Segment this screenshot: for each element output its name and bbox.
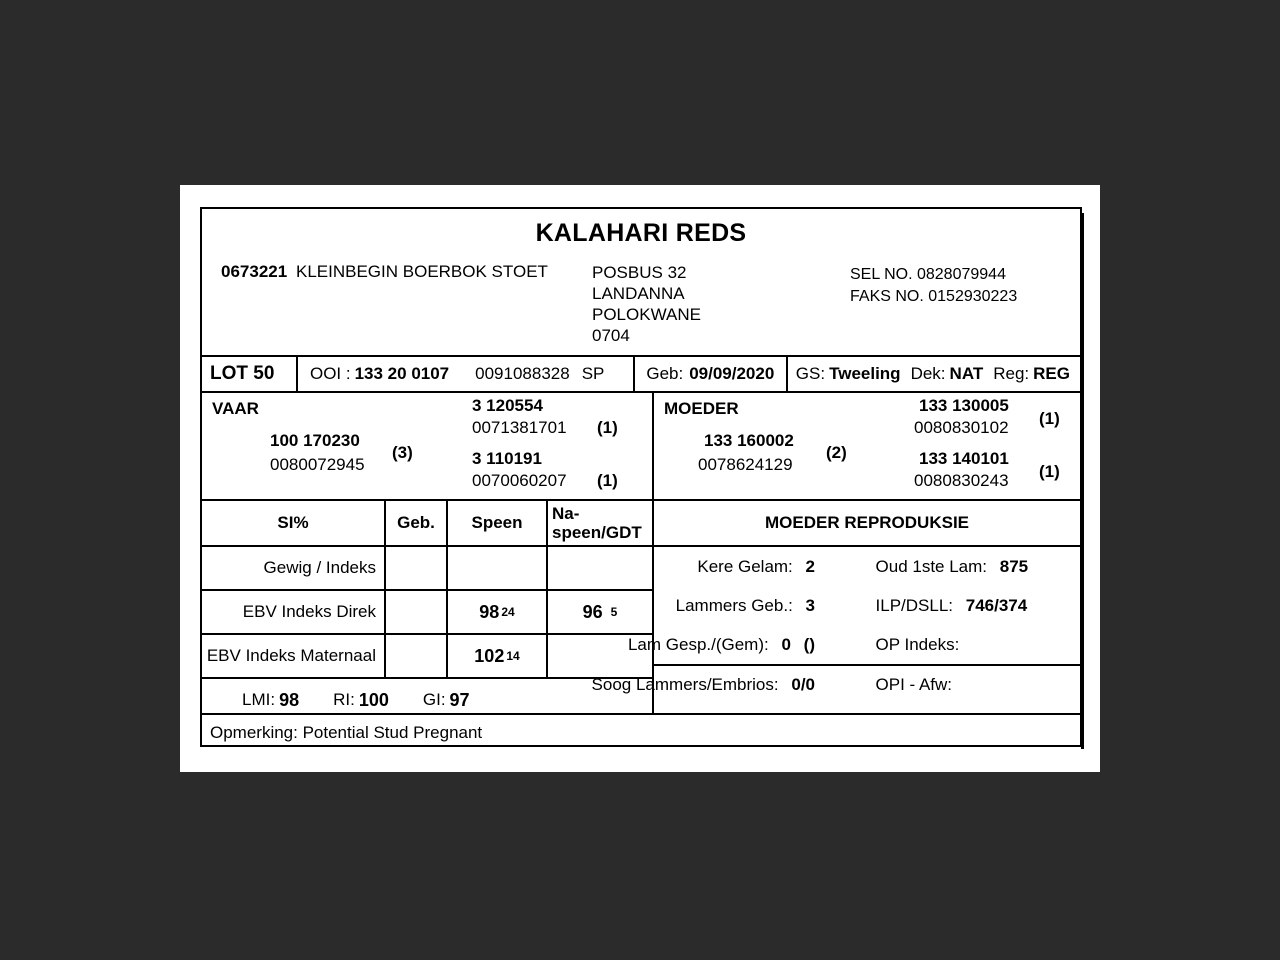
kere-gelam-value: 2: [805, 556, 815, 576]
selection-index-table: [202, 501, 654, 713]
sire-grandsire-tattoo: 0071381701: [472, 418, 567, 437]
animal-pedigree-card: [200, 207, 1082, 747]
birth-date-label: Geb:: [646, 364, 684, 383]
row1-naspeen-value: 96: [582, 601, 603, 622]
op-indeks: [876, 635, 968, 655]
index-summary-row: [202, 679, 652, 721]
ooi-label: OOI :: [309, 364, 351, 383]
row1-speen-sub: 24: [501, 605, 515, 619]
row0-naspeen: [548, 547, 652, 589]
pedigree-section: [202, 393, 1080, 501]
lam-gesp: [628, 635, 815, 655]
opi-afw-label: OPI - Afw:: [875, 674, 953, 694]
row-label-weight-index: Gewig / Indeks: [202, 547, 386, 589]
reg-label: Reg:: [993, 364, 1030, 383]
lam-gesp-extra: (): [803, 634, 815, 654]
gs-label: GS:: [795, 364, 826, 383]
ilp-dsll-label: ILP/DSLL:: [875, 595, 954, 615]
naspeen-header: Na-speen/GDT: [552, 504, 642, 542]
dam-count: (2): [826, 443, 847, 462]
remark-row: Opmerking: Potential Stud Pregnant: [202, 713, 1080, 751]
sire-title: VAAR: [212, 399, 259, 418]
gs-value: Tweeling: [829, 364, 901, 383]
kere-gelam-label: Kere Gelam:: [697, 556, 793, 576]
dam-granddam-tattoo: 0080830243: [914, 471, 1009, 490]
row1-naspeen: [548, 591, 652, 633]
dam-grandsire-tattoo: 0080830102: [914, 418, 1009, 437]
lmi-label: LMI:: [242, 690, 276, 709]
row2-geb: [386, 635, 448, 677]
lammers-geb-value: 3: [805, 595, 815, 615]
document-page: [180, 185, 1100, 772]
sire-id: 100 170230: [270, 431, 360, 450]
geb-header: Geb.: [386, 501, 448, 545]
gi-value: 97: [449, 689, 470, 710]
dek-value: NAT: [949, 364, 984, 383]
lot-row: [202, 357, 1080, 393]
reproduction-row: [654, 586, 1080, 625]
dam-granddam-count: (1): [1039, 462, 1060, 481]
table-header-row: [202, 501, 652, 547]
lower-section: [202, 501, 1080, 713]
address-line-3: POLOKWANE: [592, 305, 701, 324]
sire-granddam-id: 3 110191: [472, 449, 542, 468]
breeder-name: KLEINBEGIN BOERBOK STOET: [296, 262, 548, 281]
address-line-4: 0704: [592, 326, 630, 345]
dek-label: Dek:: [910, 364, 946, 383]
gi-label: GI:: [422, 690, 446, 709]
row2-speen: [448, 635, 548, 677]
table-row: [202, 547, 652, 591]
fax-number: FAKS NO. 0152930223: [850, 288, 1018, 305]
ilp-dsll: [876, 596, 1028, 616]
cell-number: SEL NO. 0828079944: [850, 266, 1006, 283]
reproduction-row: [591, 664, 1080, 703]
ooi-sp-code: SP: [581, 364, 605, 383]
lam-gesp-value: 0: [781, 634, 791, 654]
reg-value: REG: [1033, 364, 1070, 383]
row1-speen: [448, 591, 548, 633]
dam-title: MOEDER: [664, 399, 739, 418]
birth-status-cell: [788, 357, 1080, 391]
dam-block: [654, 393, 1080, 499]
lammers-geb-label: Lammers Geb.:: [675, 595, 793, 615]
ewe-identification: [298, 357, 635, 391]
op-indeks-label: OP Indeks:: [875, 634, 960, 654]
table-row: [202, 591, 652, 635]
dam-id: 133 160002: [704, 431, 794, 450]
address-line-1: POSBUS 32: [592, 263, 687, 282]
lam-gesp-label: Lam Gesp./(Gem):: [627, 634, 769, 654]
lammers-geb: [676, 596, 815, 616]
dam-grandsire-count: (1): [1039, 409, 1060, 428]
dam-grandsire-id: 133 130005: [919, 396, 1009, 415]
ri-value: 100: [358, 689, 389, 710]
row1-naspeen-sub: 5: [610, 605, 618, 619]
soog-lammers-label: Soog Lammers/Embrios:: [591, 674, 779, 694]
sire-granddam-tattoo: 0070060207: [472, 471, 567, 490]
row1-geb: [386, 591, 448, 633]
ilp-dsll-value: 746/374: [965, 595, 1028, 615]
birth-date-cell: [635, 357, 788, 391]
oud-eerste-lam: [876, 557, 1029, 577]
reproduction-row: [654, 547, 1080, 586]
row-label-ebv-direct: EBV Indeks Direk: [202, 591, 386, 633]
lot-number: LOT 50: [202, 357, 298, 391]
soog-lammers-value: 0/0: [791, 674, 815, 694]
table-row: [202, 635, 652, 679]
sire-tattoo: 0080072945: [270, 455, 365, 474]
oud-1ste-lam-label: Oud 1ste Lam:: [875, 556, 988, 576]
speen-header: Speen: [448, 501, 548, 545]
breed-title: KALAHARI REDS: [535, 219, 747, 247]
dam-granddam-id: 133 140101: [919, 449, 1009, 468]
row2-speen-sub: 14: [506, 649, 520, 663]
lmi-value: 98: [279, 689, 300, 710]
sire-grandsire-count: (1): [597, 418, 618, 437]
ooi-tattoo: 0091088328: [475, 364, 570, 383]
breeder-number: 0673221: [221, 262, 288, 281]
reproduction-row: [627, 625, 1080, 664]
dam-tattoo: 0078624129: [698, 455, 793, 474]
row0-geb: [386, 547, 448, 589]
kere-gelam: [697, 557, 815, 577]
sire-grandsire-id: 3 120554: [472, 396, 543, 415]
row2-speen-value: 102: [474, 645, 505, 666]
sire-block: [202, 393, 654, 499]
card-header: [202, 209, 1080, 357]
reproduction-title: MOEDER REPRODUKSIE: [654, 501, 1080, 547]
birth-date-value: 09/09/2020: [689, 364, 775, 383]
breeder-address: [592, 262, 701, 346]
opi-afw: [876, 675, 961, 695]
oud-1ste-lam-value: 875: [999, 556, 1029, 576]
sire-count: (3): [392, 443, 413, 462]
address-line-2: LANDANNA: [592, 284, 685, 303]
row-label-ebv-maternal: EBV Indeks Maternaal: [202, 635, 386, 677]
row0-speen: [448, 547, 548, 589]
si-header: SI%: [202, 501, 386, 545]
ri-label: RI:: [333, 690, 355, 709]
soog-lammers-embrios: [592, 675, 815, 695]
breeder-contact: [850, 264, 1017, 308]
sire-granddam-count: (1): [597, 471, 618, 490]
ooi-value: 133 20 0107: [354, 364, 450, 383]
row1-speen-value: 98: [479, 601, 500, 622]
